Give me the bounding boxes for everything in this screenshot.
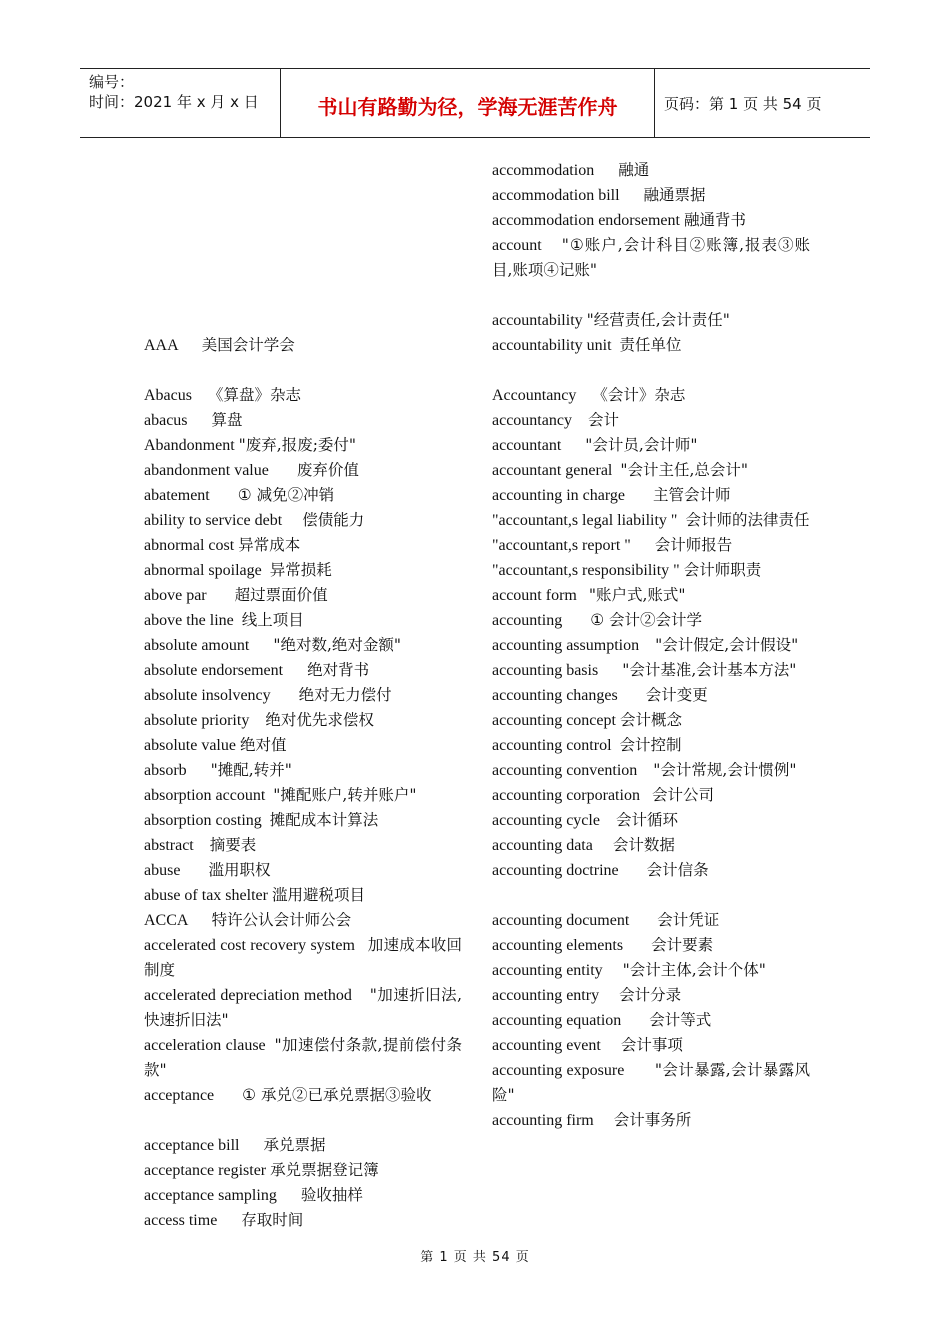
entry-translation: 算盘 <box>211 411 243 429</box>
entry-translation: 会计等式 <box>649 1011 712 1029</box>
entry-term: accounting entity <box>492 962 603 979</box>
entry-term: acceptance bill <box>144 1137 240 1154</box>
blank-line <box>144 283 462 308</box>
entry-translation: 融通 <box>618 161 650 179</box>
glossary-entry <box>144 1033 462 1083</box>
entry-term: acceptance sampling <box>144 1187 277 1204</box>
entry-term: abnormal cost <box>144 537 235 554</box>
entry-translation: 会计师职责 <box>683 561 762 579</box>
glossary-entry <box>492 433 810 458</box>
glossary-entry <box>492 183 810 208</box>
glossary-entry <box>144 908 462 933</box>
glossary-entry <box>492 208 810 233</box>
glossary-entry <box>492 1033 810 1058</box>
blank-line <box>144 308 462 333</box>
entry-term: accounting changes <box>492 687 618 704</box>
glossary-right-column <box>492 158 810 1133</box>
entry-translation: 绝对值 <box>239 736 287 754</box>
entry-translation: 会计凭证 <box>657 911 720 929</box>
entry-translation: "会计基准,会计基本方法" <box>622 661 797 679</box>
entry-translation: 会计控制 <box>619 736 682 754</box>
glossary-entry <box>492 633 810 658</box>
entry-term: accommodation bill <box>492 187 620 204</box>
glossary-entry <box>144 808 462 833</box>
entry-translation: 超过票面价值 <box>234 586 328 604</box>
entry-term: accounting cycle <box>492 812 600 829</box>
entry-term: Accountancy <box>492 387 577 404</box>
entry-translation: 会计事项 <box>620 1036 683 1054</box>
glossary-entry <box>144 408 462 433</box>
entry-translation: ① 会计②会计学 <box>590 611 703 629</box>
entry-term: abuse <box>144 862 181 879</box>
glossary-entry <box>492 508 810 533</box>
entry-term: accounting assumption <box>492 637 640 654</box>
entry-term: accounting equation <box>492 1012 622 1029</box>
entry-translation: 融通票据 <box>643 186 706 204</box>
entry-term: accounting event <box>492 1037 601 1054</box>
entry-term: absolute amount <box>144 637 250 654</box>
entry-term: account form <box>492 587 577 604</box>
glossary-entry <box>492 733 810 758</box>
entry-term: accountability unit <box>492 337 612 354</box>
entry-translation: 会计师报告 <box>654 536 733 554</box>
glossary-entry <box>492 1108 810 1133</box>
entry-term: abatement <box>144 487 210 504</box>
glossary-entry <box>492 683 810 708</box>
glossary-entry <box>144 783 462 808</box>
entry-translation: "会计主体,会计个体" <box>622 961 766 979</box>
entry-translation: 绝对背书 <box>307 661 370 679</box>
entry-translation: 会计数据 <box>612 836 675 854</box>
entry-term: Abandonment <box>144 437 235 454</box>
glossary-entry <box>492 708 810 733</box>
entry-term: accountant <box>492 437 562 454</box>
entry-term: "accountant,s responsibility " <box>492 562 680 579</box>
entry-term: accounting basis <box>492 662 599 679</box>
entry-term: absolute value <box>144 737 236 754</box>
entry-translation: 废弃价值 <box>296 461 359 479</box>
glossary-entry <box>144 608 462 633</box>
glossary-entry <box>492 658 810 683</box>
glossary-entry <box>144 758 462 783</box>
entry-term: above the line <box>144 612 234 629</box>
glossary-entry <box>144 733 462 758</box>
entry-translation: "会计假定,会计假设" <box>655 636 799 654</box>
glossary-entry <box>144 483 462 508</box>
header-time: 时间：2021 年 x 月 x 日 <box>89 93 259 111</box>
entry-translation: "会计主任,总会计" <box>620 461 749 479</box>
entry-term: accounting doctrine <box>492 862 619 879</box>
entry-term: access time <box>144 1212 218 1229</box>
entry-term: accountancy <box>492 412 572 429</box>
entry-translation: "摊配账户,转并账户" <box>273 786 417 804</box>
entry-term: abandonment value <box>144 462 269 479</box>
entry-translation: "会计员,会计师" <box>585 436 698 454</box>
glossary-entry <box>144 933 462 983</box>
glossary-entry <box>144 558 462 583</box>
entry-translation: "加速折旧法,快速折旧法" <box>144 986 462 1029</box>
header-page-info: 页码：第 1 页 共 54 页 <box>664 95 822 113</box>
entry-translation: "会计常规,会计惯例" <box>653 761 797 779</box>
entry-term: accelerated cost recovery system <box>144 937 355 954</box>
glossary-entry <box>492 808 810 833</box>
entry-translation: 《会计》杂志 <box>592 386 686 404</box>
glossary-entry <box>144 458 462 483</box>
glossary-entry <box>492 333 810 358</box>
entry-term: accounting entry <box>492 987 600 1004</box>
entry-translation: 《算盘》杂志 <box>207 386 301 404</box>
glossary-left-column <box>144 158 462 1233</box>
glossary-entry <box>492 758 810 783</box>
entry-translation: 会计变更 <box>645 686 708 704</box>
entry-translation: ① 减免②冲销 <box>237 486 335 504</box>
blank-line <box>144 183 462 208</box>
entry-term: absolute endorsement <box>144 662 284 679</box>
blank-line <box>144 158 462 183</box>
entry-term: absolute priority <box>144 712 250 729</box>
glossary-entry <box>144 1133 462 1158</box>
entry-term: acceptance register <box>144 1162 267 1179</box>
entry-term: accountability <box>492 312 583 329</box>
entry-term: accounting concept <box>492 712 616 729</box>
entry-translation: "废弃,报废;委付" <box>238 436 357 454</box>
entry-translation: 滥用职权 <box>208 861 271 879</box>
glossary-entry <box>144 333 462 358</box>
glossary-entry <box>492 233 810 283</box>
glossary-entry <box>492 933 810 958</box>
glossary-entry <box>144 1158 462 1183</box>
entry-term: absolute insolvency <box>144 687 271 704</box>
entry-term: accommodation <box>492 162 595 179</box>
glossary-entry <box>492 1058 810 1108</box>
entry-term: "accountant,s legal liability " <box>492 512 678 529</box>
header-motto: 书山有路勤为径，学海无涯苦作舟 <box>281 69 655 137</box>
entry-translation: 验收抽样 <box>300 1186 363 1204</box>
entry-translation: "摊配,转并" <box>210 761 292 779</box>
entry-term: account <box>492 237 542 254</box>
entry-translation: 美国会计学会 <box>201 336 295 354</box>
glossary-entry <box>492 158 810 183</box>
glossary-entry <box>492 408 810 433</box>
blank-line <box>144 358 462 383</box>
glossary-entry <box>492 383 810 408</box>
entry-translation: 会计概念 <box>619 711 682 729</box>
glossary-entry <box>492 308 810 333</box>
entry-translation: 责任单位 <box>619 336 682 354</box>
entry-term: accounting corporation <box>492 787 640 804</box>
entry-translation: 绝对无力偿付 <box>298 686 392 704</box>
entry-term: accounting in charge <box>492 487 625 504</box>
entry-translation: 承兑票据 <box>263 1136 326 1154</box>
entry-term: above par <box>144 587 207 604</box>
glossary-entry <box>144 1083 462 1108</box>
entry-translation: 线上项目 <box>241 611 304 629</box>
glossary-entry <box>144 1183 462 1208</box>
entry-translation: 摘要表 <box>209 836 257 854</box>
entry-translation: 融通背书 <box>683 211 746 229</box>
glossary-entry <box>492 558 810 583</box>
glossary-entry <box>144 883 462 908</box>
entry-term: ability to service debt <box>144 512 283 529</box>
entry-term: absorb <box>144 762 187 779</box>
entry-translation: 承兑票据登记簿 <box>270 1161 379 1179</box>
glossary-entry <box>492 958 810 983</box>
entry-translation: 会计信条 <box>646 861 709 879</box>
glossary-entry <box>144 983 462 1033</box>
glossary-entry <box>492 858 810 883</box>
entry-translation: "经营责任,会计责任" <box>586 311 730 329</box>
glossary-entry <box>492 483 810 508</box>
entry-term: acceptance <box>144 1087 215 1104</box>
entry-term: abacus <box>144 412 188 429</box>
glossary-entry <box>144 833 462 858</box>
entry-translation: 异常损耗 <box>269 561 332 579</box>
entry-term: accounting elements <box>492 937 624 954</box>
entry-term: accounting data <box>492 837 593 854</box>
glossary-entry <box>144 633 462 658</box>
entry-term: ACCA <box>144 912 188 929</box>
glossary-entry <box>144 583 462 608</box>
entry-translation: 绝对优先求偿权 <box>265 711 374 729</box>
entry-term: Abacus <box>144 387 192 404</box>
glossary-entry <box>144 658 462 683</box>
entry-translation: "①账户,会计科目②账簿,报表③账目,账项④记账" <box>492 236 811 279</box>
blank-line <box>144 233 462 258</box>
glossary-entry <box>492 983 810 1008</box>
entry-translation: 主管会计师 <box>652 486 731 504</box>
entry-term: AAA <box>144 337 178 354</box>
glossary-entry <box>144 508 462 533</box>
glossary-entry <box>492 608 810 633</box>
glossary-entry <box>144 1208 462 1233</box>
entry-translation: 滥用避税项目 <box>271 886 365 904</box>
glossary-entry <box>144 433 462 458</box>
entry-translation: "账户式,账式" <box>588 586 686 604</box>
entry-term: accounting control <box>492 737 612 754</box>
entry-translation: "会计暴露,会计暴露风险" <box>492 1061 811 1104</box>
entry-translation: 会计师的法律责任 <box>685 511 810 529</box>
entry-term: accountant general <box>492 462 613 479</box>
glossary-entry <box>144 683 462 708</box>
blank-line <box>492 358 810 383</box>
entry-term: abnormal spoilage <box>144 562 262 579</box>
header-meta <box>80 69 281 137</box>
entry-translation: 偿债能力 <box>302 511 365 529</box>
entry-translation: 会计要素 <box>651 936 714 954</box>
entry-translation: 会计循环 <box>615 811 678 829</box>
blank-line <box>144 258 462 283</box>
glossary-entry <box>492 458 810 483</box>
entry-term: accounting exposure <box>492 1062 625 1079</box>
blank-line <box>144 208 462 233</box>
blank-line <box>492 883 810 908</box>
blank-line <box>144 1108 462 1133</box>
entry-term: accounting convention <box>492 762 638 779</box>
entry-translation: 会计 <box>587 411 619 429</box>
entry-term: accounting document <box>492 912 630 929</box>
blank-line <box>492 283 810 308</box>
glossary-entry <box>492 583 810 608</box>
glossary-entry <box>492 908 810 933</box>
page-footer: 第 1 页 共 54 页 <box>420 1250 530 1265</box>
page-header <box>80 68 870 138</box>
entry-translation: 会计分录 <box>619 986 682 1004</box>
entry-translation: 存取时间 <box>241 1211 304 1229</box>
entry-term: absorption account <box>144 787 266 804</box>
entry-term: abuse of tax shelter <box>144 887 268 904</box>
entry-term: accommodation endorsement <box>492 212 680 229</box>
entry-term: abstract <box>144 837 194 854</box>
entry-translation: 异常成本 <box>238 536 301 554</box>
header-number: 编号： <box>89 73 135 91</box>
entry-term: accounting firm <box>492 1112 594 1129</box>
entry-translation: 会计公司 <box>651 786 714 804</box>
glossary-entry <box>144 858 462 883</box>
glossary-entry <box>144 383 462 408</box>
glossary-entry <box>144 533 462 558</box>
glossary-entry <box>144 708 462 733</box>
glossary-entry <box>492 783 810 808</box>
entry-translation: "加速偿付条款,提前偿付条款" <box>144 1036 463 1079</box>
entry-translation: 加速成本收回制度 <box>144 936 463 979</box>
entry-term: acceleration clause <box>144 1037 266 1054</box>
glossary-entry <box>492 533 810 558</box>
glossary-entry <box>492 833 810 858</box>
entry-translation: 摊配成本计算法 <box>269 811 379 829</box>
entry-translation: ① 承兑②已承兑票据③验收 <box>242 1086 432 1104</box>
entry-translation: 特许公认会计师公会 <box>211 911 352 929</box>
entry-term: accelerated depreciation method <box>144 987 352 1004</box>
entry-translation: "绝对数,绝对金额" <box>273 636 401 654</box>
entry-term: accounting <box>492 612 563 629</box>
glossary-entry <box>492 1008 810 1033</box>
entry-term: absorption costing <box>144 812 262 829</box>
entry-term: "accountant,s report " <box>492 537 631 554</box>
entry-translation: 会计事务所 <box>613 1111 692 1129</box>
